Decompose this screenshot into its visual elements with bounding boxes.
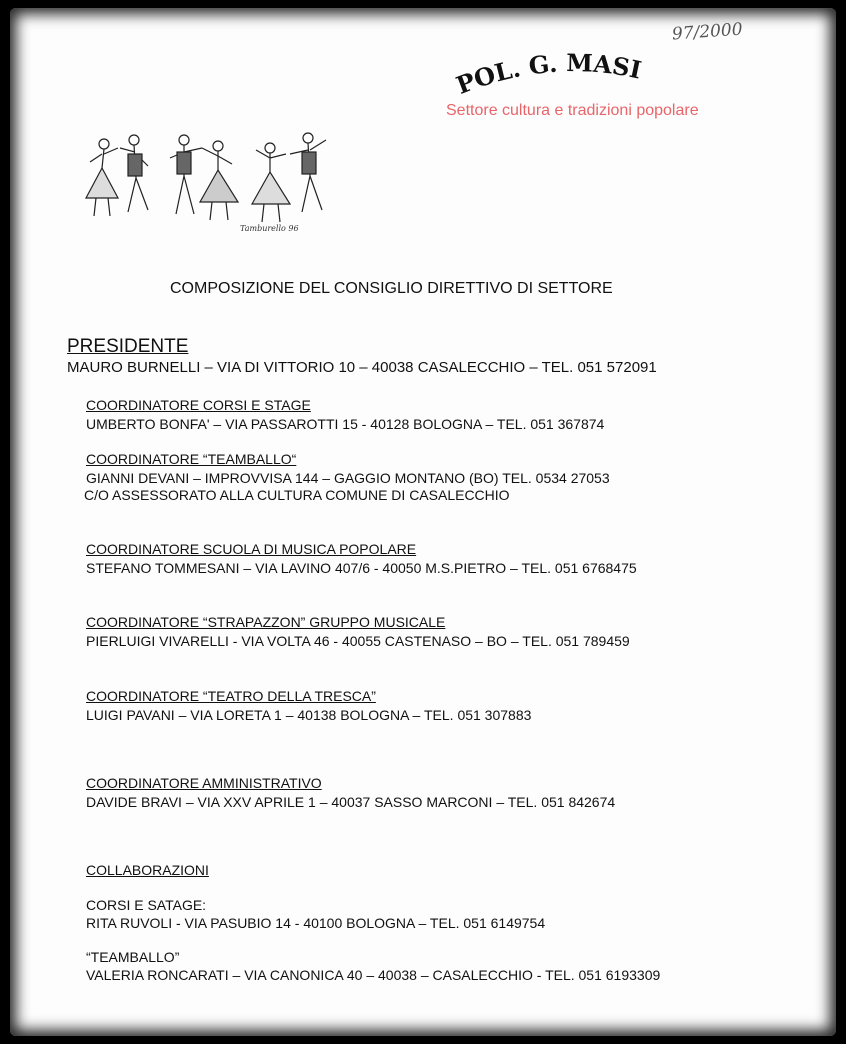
collaboration-line: VALERIA RONCARATI – VIA CANONICA 40 – 40038 – CASALECCHIO - TEL. 051 6193309 <box>86 967 661 983</box>
handwritten-note: 97/2000 <box>671 19 744 45</box>
logo-name: POL. G. MASI <box>452 48 645 100</box>
section-title: COORDINATORE “TEAMBALLO“ <box>86 451 297 467</box>
document-page <box>10 8 836 1036</box>
logo <box>440 46 700 106</box>
section-title: COORDINATORE AMMINISTRATIVO <box>86 775 322 791</box>
illustration-signature: Tamburello 96 <box>240 224 299 233</box>
section-line: DAVIDE BRAVI – VIA XXV APRILE 1 – 40037 SASSO MARCONI – TEL. 051 842674 <box>86 794 616 810</box>
section-line: STEFANO TOMMESANI – VIA LAVINO 407/6 - 40050 M.S.PIETRO – TEL. 051 6768475 <box>86 560 637 576</box>
section-title: COORDINATORE CORSI E STAGE <box>86 397 311 413</box>
collaboration-label: CORSI E SATAGE: <box>86 897 207 913</box>
logo-subtitle: Settore cultura e tradizioni popolare <box>446 102 699 119</box>
section-title: COORDINATORE “TEATRO DELLA TRESCA” <box>86 688 376 704</box>
section-title: COORDINATORE SCUOLA DI MUSICA POPOLARE <box>86 541 417 557</box>
collaborations-heading: COLLABORAZIONI <box>86 862 209 878</box>
section-line: C/O ASSESSORATO ALLA CULTURA COMUNE DI CASALECCHIO <box>84 487 510 503</box>
section-line: LUIGI PAVANI – VIA LORETA 1 – 40138 BOLOGNA – TEL. 051 307883 <box>86 707 532 723</box>
svg-text:POL. G. MASI <box>452 48 644 100</box>
section-title: COORDINATORE “STRAPAZZON” GRUPPO MUSICALE <box>86 614 446 630</box>
section-line: UMBERTO BONFA' – VIA PASSAROTTI 15 - 40128 BOLOGNA – TEL. 051 367874 <box>86 416 605 432</box>
collaboration-line: RITA RUVOLI - VIA PASUBIO 14 - 40100 BOLOGNA – TEL. 051 6149754 <box>86 915 546 931</box>
president-line: MAURO BURNELLI – VIA DI VITTORIO 10 – 40038 CASALECCHIO – TEL. 051 572091 <box>67 359 657 376</box>
section-line: PIERLUIGI VIVARELLI - VIA VOLTA 46 - 40055 CASTENASO – BO – TEL. 051 789459 <box>86 633 630 649</box>
collaboration-label: “TEAMBALLO” <box>86 949 180 965</box>
section-line: GIANNI DEVANI – IMPROVVISA 144 – GAGGIO MONTANO (BO) TEL. 0534 27053 <box>86 470 610 486</box>
president-heading: PRESIDENTE <box>67 336 189 357</box>
folk-dancers-illustration <box>78 128 348 238</box>
document-title: COMPOSIZIONE DEL CONSIGLIO DIRETTIVO DI SETTORE <box>170 280 613 297</box>
